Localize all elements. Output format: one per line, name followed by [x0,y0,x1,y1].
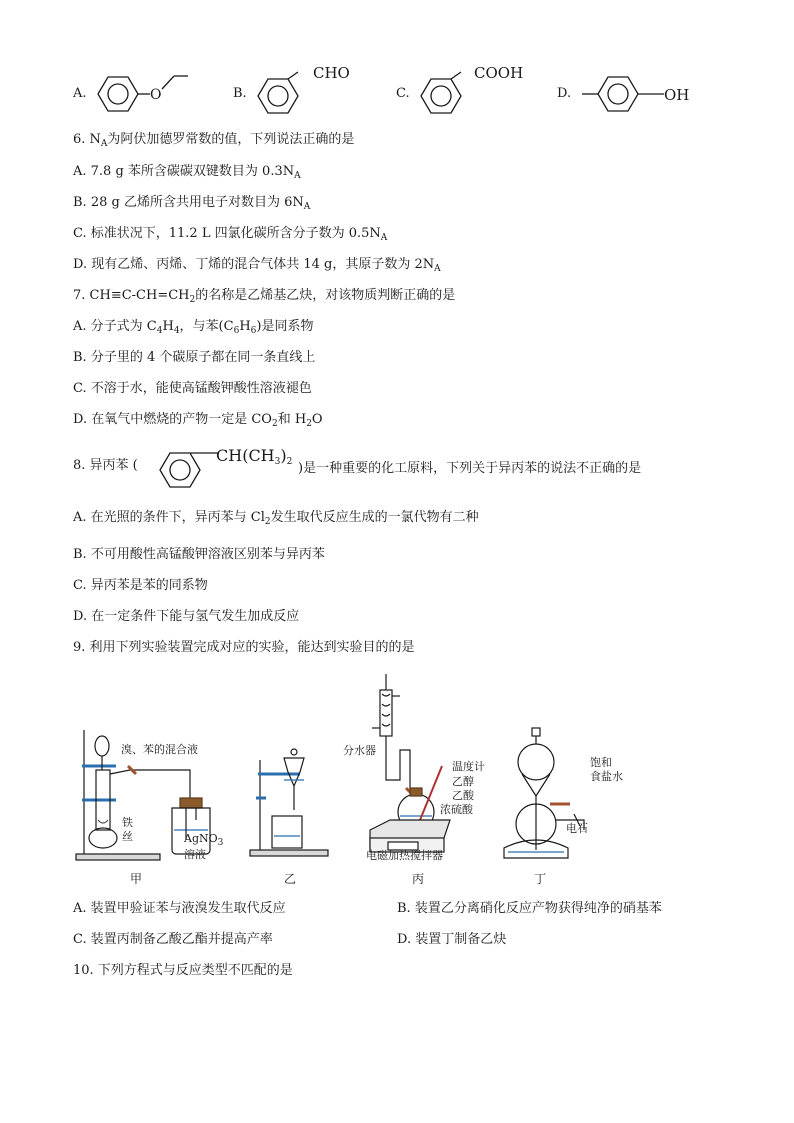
label-iron-1: 铁 [122,816,133,829]
q5-cho-group: CHO [313,64,350,82]
p-cresol-structure [580,70,668,120]
label-mixture: 溴、苯的混合液 [121,743,198,756]
q10-stem: 10. 下列方程式与反应类型不匹配的是 [73,963,293,978]
label-solution: 溶液 [184,848,206,861]
q5-option-d-label: D. [557,86,572,101]
label-calcium-carbide: 电石 [566,822,588,835]
q8-stem-suffix: )是一种重要的化工原料，下列关于异丙苯的说法不正确的是 [298,461,642,476]
caption-jia: 甲 [130,872,143,886]
q9-stem: 9. 利用下列实验装置完成对应的实验，能达到实验目的的是 [73,640,415,655]
label-water-separator: 分水器 [343,744,376,757]
q8-option-d: D. 在一定条件下能与氢气发生加成反应 [73,609,300,624]
q5-option-c-label: C. [396,86,410,101]
q8-option-c: C. 异丙苯是苯的同系物 [73,578,208,593]
label-agno3: AgNO$_3$ [184,832,224,848]
q9-option-c: C. 装置丙制备乙酸乙酯并提高产率 [73,932,273,947]
label-brine: 食盐水 [590,770,623,783]
q6-stem: 6. $N_A$为阿伏加德罗常数的值，下列说法正确的是 [73,132,355,149]
q5-option-b-label: B. [233,86,247,101]
label-ethanol: 乙醇 [452,775,474,788]
benzoic-acid-structure [415,66,475,122]
label-acetic-acid: 乙酸 [452,789,474,802]
q5-oh-group: OH [664,86,690,104]
label-thermometer: 温度计 [452,760,485,773]
svg-text:O: O [150,87,162,103]
q6-option-b: B. 28 g 乙烯所含共用电子对数目为 $6N_A$ [73,195,311,212]
benzaldehyde-structure [252,66,312,122]
q9-option-d: D. 装置丁制备乙炔 [397,932,507,947]
label-iron-2: 丝 [122,830,133,843]
q8-isopropyl-group: $CH(CH_3)_2$ [216,446,293,467]
q9-option-a: A. 装置甲验证苯与液溴发生取代反应 [73,901,286,916]
q5-option-a-label: A. [73,86,87,101]
caption-bing: 丙 [412,872,425,886]
q7-option-b: B. 分子里的 4 个碳原子都在同一条直线上 [73,350,316,365]
q8-option-b: B. 不可用酸性高锰酸钾溶液区别苯与异丙苯 [73,547,325,562]
q7-option-c: C. 不溶于水，能使高锰酸钾酸性溶液褪色 [73,381,312,396]
caption-yi: 乙 [284,872,297,886]
q7-stem: 7. $CH\equiv C-CH=CH_2$的名称是乙烯基乙炔，对该物质判断正确的是 [73,288,456,305]
q8-option-a: A. 在光照的条件下，异丙苯与 $Cl_2$发生取代反应生成的一氯代物有二种 [73,510,479,527]
ethoxybenzene-structure [90,70,200,120]
q6-option-a: A. 7.8 g 苯所含碳碳双键数目为 $0.3N_A$ [73,164,301,181]
q9-option-b: B. 装置乙分离硝化反应产物获得纯净的硝基苯 [397,901,662,916]
label-saturated: 饱和 [590,756,612,769]
q7-option-d: D. 在氧气中燃烧的产物一定是 $CO_2$和 $H_2O$ [73,412,323,429]
cumene-structure [148,440,220,494]
label-stirrer: 电磁加热搅拌器 [366,849,443,862]
q6-option-c: C. 标准状况下，11.2 L 四氯化碳所含分子数为 $0.5N_A$ [73,226,388,243]
q7-option-a: A. 分子式为 $C_4H_4$，与苯$(C_6H_6)$是同系物 [73,319,314,336]
q5-cooh-group: COOH [474,64,524,82]
q6-option-d: D. 现有乙烯、丙烯、丁烯的混合气体共 14 g，其原子数为 $2N_A$ [73,257,441,274]
caption-ding: 丁 [534,872,547,886]
label-sulfuric-acid: 浓硫酸 [440,803,473,816]
q8-stem-prefix: 8. 异丙苯 ( [73,458,138,473]
